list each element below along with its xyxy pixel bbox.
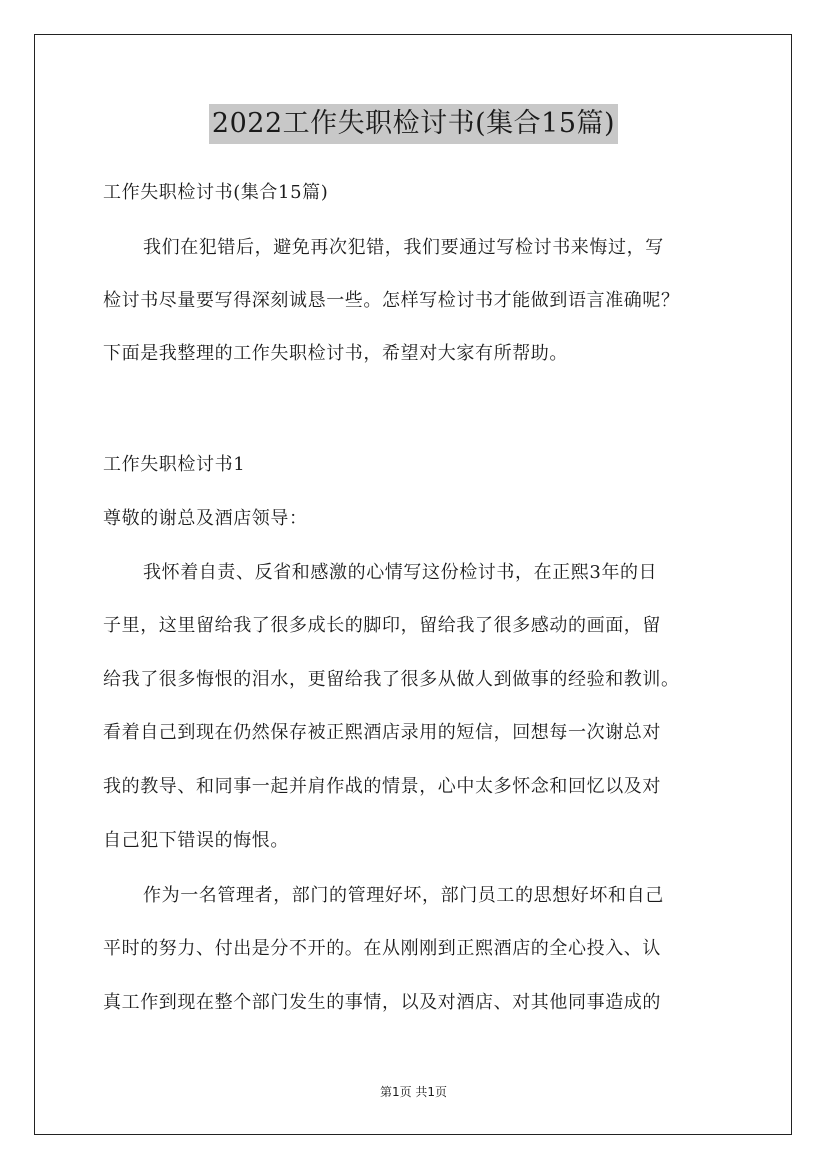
- salutation: 尊敬的谢总及酒店领导：: [103, 508, 308, 529]
- intro-line: 我们在犯错后，避免再次犯错，我们要通过写检讨书来悔过，写: [143, 237, 664, 258]
- title-container: [0, 104, 827, 144]
- paragraph-line: 平时的努力、付出是分不开的。在从刚刚到正熙酒店的全心投入、认: [103, 938, 661, 959]
- paragraph-line: 自己犯下错误的悔恨。: [103, 830, 289, 851]
- paragraph-line: 我的教导、和同事一起并肩作战的情景，心中太多怀念和回忆以及对: [103, 776, 661, 797]
- document-title: 2022工作失职检讨书(集合15篇): [209, 104, 618, 144]
- document-subtitle: 工作失职检讨书(集合15篇): [103, 182, 329, 203]
- paragraph-line: 我怀着自责、反省和感激的心情写这份检讨书，在正熙3年的日: [143, 562, 658, 583]
- intro-line: 下面是我整理的工作失职检讨书，希望对大家有所帮助。: [103, 343, 568, 364]
- paragraph-line: 真工作到现在整个部门发生的事情，以及对酒店、对其他同事造成的: [103, 992, 661, 1013]
- intro-line: 检讨书尽量要写得深刻诚恳一些。怎样写检讨书才能做到语言准确呢？: [103, 290, 680, 311]
- paragraph-line: 子里，这里留给我了很多成长的脚印，留给我了很多感动的画面，留: [103, 615, 661, 636]
- page-footer: 第1页 共1页: [379, 1085, 448, 1099]
- paragraph-line: 作为一名管理者，部门的管理好坏，部门员工的思想好坏和自己: [143, 885, 664, 906]
- paragraph-line: 给我了很多悔恨的泪水，更留给我了很多从做人到做事的经验和教训。: [103, 669, 680, 690]
- paragraph-line: 看着自己到现在仍然保存被正熙酒店录用的短信，回想每一次谢总对: [103, 722, 661, 743]
- section-heading: 工作失职检讨书1: [103, 454, 246, 475]
